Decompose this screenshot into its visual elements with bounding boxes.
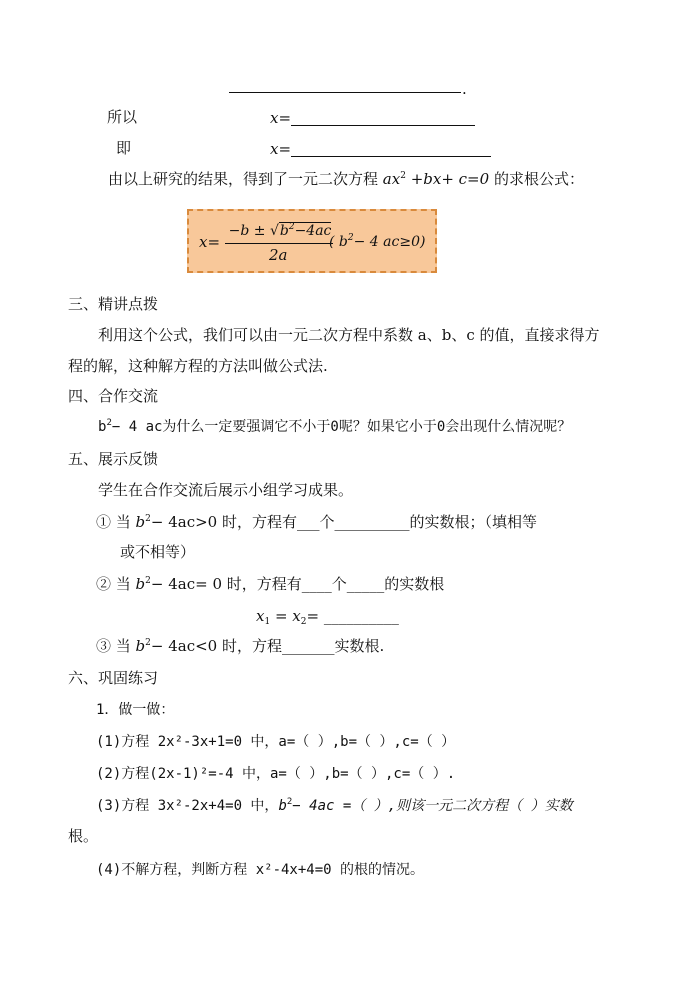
section-3-line-1: 利用这个公式，我们可以由一元二次方程中系数 a、b、c 的值，直接求得方 <box>98 326 600 344</box>
exercise-3-line-2: 根。 <box>68 827 99 845</box>
ji-label: 即 <box>116 139 132 157</box>
exercise-3: (3)方程 3x²-2x+4=0 中，$b^2- 4ac$ =（ ）,则该一元二次方程（ ）实数 <box>96 797 573 814</box>
case-1-line-2: 或不相等） <box>120 543 196 561</box>
answer-blank-2 <box>291 156 491 157</box>
formula-fraction-bar <box>225 243 333 244</box>
x-equals-1: x= <box>270 109 292 127</box>
case-2-roots: $x_1 = x_2=$ __________ <box>256 607 399 627</box>
section-3-heading: 三、精讲点拨 <box>68 295 159 313</box>
formula-denominator: 2a <box>269 246 288 264</box>
exercise-2: (2)方程(2x-1)²=-4 中，a=（ ）,b=（ ）,c=（ ）. <box>96 766 456 782</box>
section-5-intro: 学生在合作交流后展示小组学习成果。 <box>98 481 354 499</box>
section-3-line-2: 程的解，这种解方程的方法叫做公式法. <box>68 357 328 375</box>
section-4-question: $b^2- 4$ ac为什么一定要强调它不小于0呢？如果它小于0会出现什么情况呢？ <box>98 418 572 435</box>
case-2: ② 当 $b^2- 4ac= 0$ 时，方程有____个_____的实数根 <box>96 575 445 593</box>
case-3: ③ 当 $b^2- 4ac<0$ 时，方程_______实数根. <box>96 637 385 655</box>
x-equals-2: x= <box>270 140 292 158</box>
suoyi-label: 所以 <box>107 108 138 126</box>
case-1: ① 当 $b^2- 4ac>0$ 时，方程有___个__________的实数根；（填相等 <box>96 513 537 531</box>
formula-lhs: x= <box>199 233 221 251</box>
formula-condition: ( $b^2- 4$ ac≥0) <box>329 233 426 250</box>
answer-blank-1 <box>291 125 475 126</box>
exercise-4: (4)不解方程，判断方程 x²-4x+4=0 的根的情况。 <box>96 862 425 878</box>
quadratic-formula-box <box>187 209 437 273</box>
answer-blank-top <box>229 92 461 93</box>
formula-numerator: $-b \pm √b^2-4ac$ <box>228 222 332 239</box>
section-4-heading: 四、合作交流 <box>68 387 159 405</box>
section-6-heading: 六、巩固练习 <box>68 669 159 687</box>
section-6-subheading: 1．做一做： <box>96 702 175 718</box>
formula-intro: 由以上研究的结果，得到了一元二次方程 $ax^2 +bx+ c=0$ 的求根公式： <box>108 170 584 188</box>
section-5-heading: 五、展示反馈 <box>68 450 159 468</box>
end-period: . <box>462 80 467 98</box>
exercise-1: (1)方程 2x²-3x+1=0 中，a=（ ）,b=（ ）,c=（ ） <box>96 734 456 750</box>
